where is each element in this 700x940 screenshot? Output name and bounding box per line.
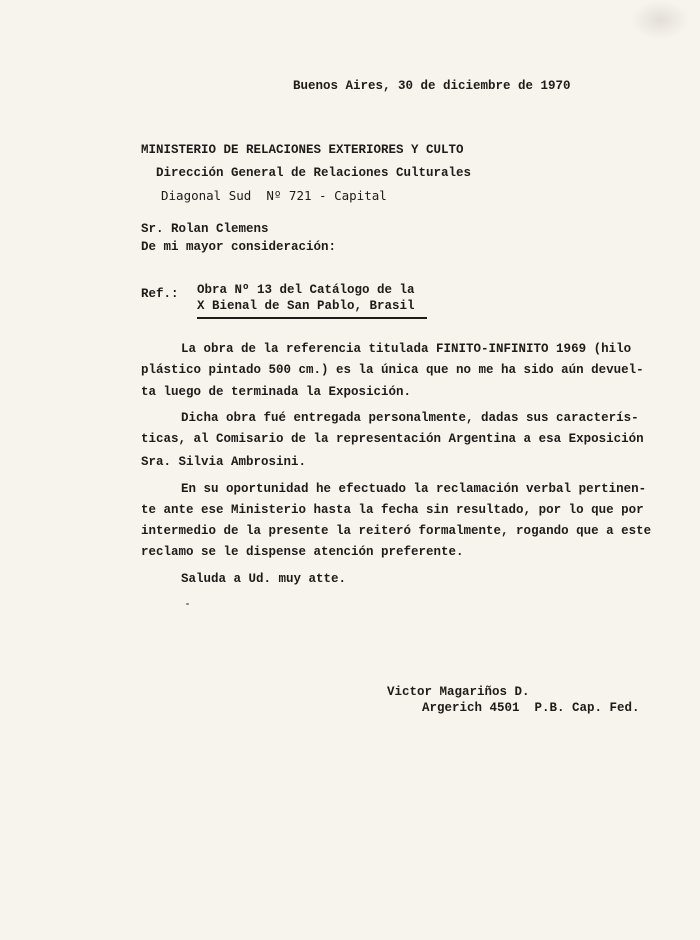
paragraph-1-line-1: La obra de la referencia titulada FINITO-INFINITO 1969 (hilo [181,342,632,356]
signature-name: Victor Magariños D. [387,685,530,699]
paragraph-1-line-2: plástico pintado 500 cm.) es la única que no me ha sido aún devuel- [141,363,644,377]
paragraph-1-line-3: ta luego de terminada la Exposición. [141,385,412,399]
reference-label: Ref.: [141,287,179,301]
paper-stain [630,0,690,40]
direction-name: Dirección General de Relaciones Culturales [156,166,472,180]
ministry-name: MINISTERIO DE RELACIONES EXTERIORES Y CULTO [141,143,464,157]
paragraph-3-line-3: intermedio de la presente la reiteró formalmente, rogando que a este [141,524,652,538]
reference-line-2: X Bienal de San Pablo, Brasil [197,299,415,313]
recipient-name: Sr. Rolan Clemens [141,222,269,236]
paragraph-2-line-2: ticas, al Comisario de la representación Argentina a esa Exposición [141,432,644,446]
paragraph-3-line-1: En su oportunidad he efectuado la reclamación verbal pertinen- [181,482,647,496]
date-line: Buenos Aires, 30 de diciembre de 1970 [293,79,571,93]
ink-speck [186,603,189,605]
salutation: De mi mayor consideración: [141,240,337,254]
closing-line: Saluda a Ud. muy atte. [181,572,347,586]
signature-address: Argerich 4501 P.B. Cap. Fed. [422,701,640,715]
reference-line-1: Obra Nº 13 del Catálogo de la [197,283,415,297]
reference-underline [197,317,427,319]
paragraph-2-line-1: Dicha obra fué entregada personalmente, dadas sus caracterís- [181,411,639,425]
paragraph-3-line-2: te ante ese Ministerio hasta la fecha sin resultado, por lo que por [141,503,644,517]
paragraph-2-line-3: Sra. Silvia Ambrosini. [141,455,307,469]
paragraph-3-line-4: reclamo se le dispense atención preferente. [141,545,464,559]
ministry-address: Diagonal Sud Nº 721 - Capital [161,188,387,203]
